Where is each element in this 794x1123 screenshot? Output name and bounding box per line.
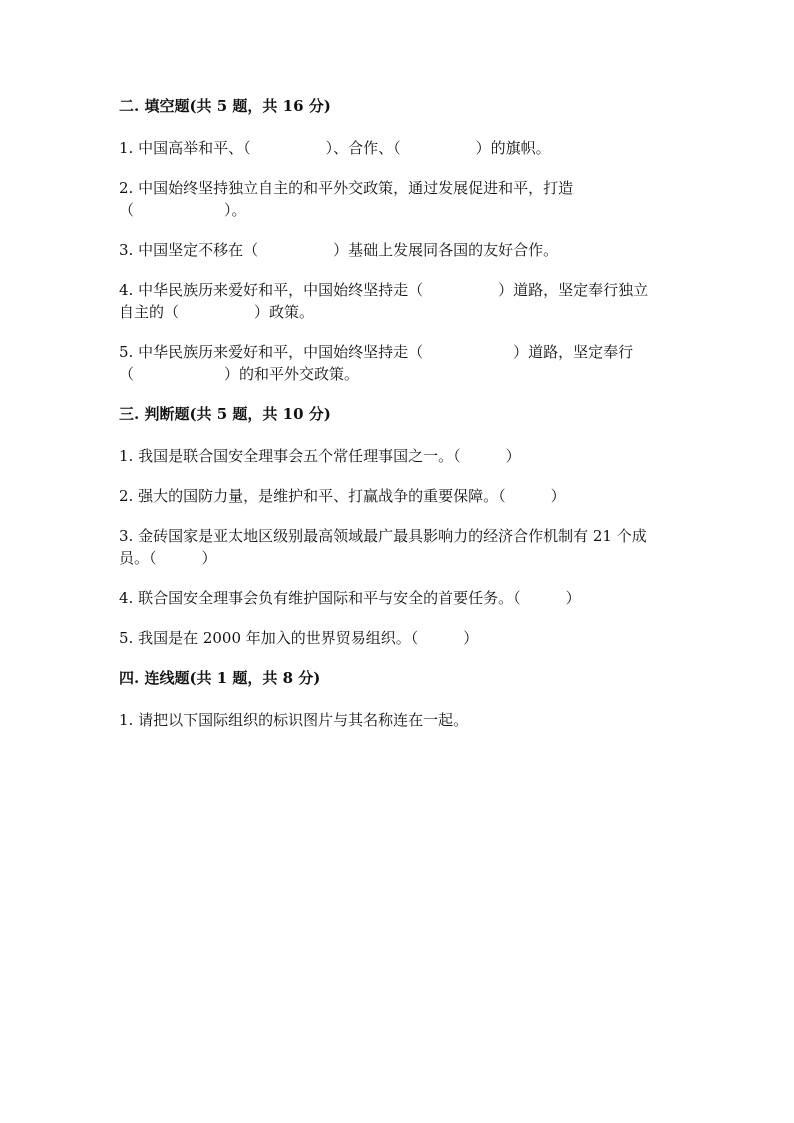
- question-line: 5. 我国是在 2000 年加入的世界贸易组织。（ ）: [119, 629, 479, 647]
- question-line: 5. 中华民族历来爱好和平，中国始终坚持走（ ）道路，坚定奉行: [119, 343, 634, 361]
- judge-question-1: [119, 445, 679, 467]
- judge-question-2: [119, 485, 679, 507]
- fill-question-3: [119, 239, 679, 261]
- fill-question-4: [119, 279, 679, 323]
- section-title-matching: 四. 连线题(共 1 题，共 8 分): [119, 669, 321, 687]
- question-line: 1. 我国是联合国安全理事会五个常任理事国之一。（ ）: [119, 447, 521, 465]
- question-line: 4. 联合国安全理事会负有维护国际和平与安全的首要任务。（ ）: [119, 589, 581, 607]
- question-line: （ ）的和平外交政策。: [119, 365, 360, 383]
- fill-question-5: [119, 341, 679, 385]
- fill-question-2: [119, 177, 679, 221]
- section-title-true-false: 三. 判断题(共 5 题，共 10 分): [119, 405, 331, 423]
- question-line: 3. 中国坚定不移在（ ）基础上发展同各国的友好合作。: [119, 241, 559, 259]
- judge-question-3: [119, 525, 679, 569]
- judge-question-4: [119, 587, 679, 609]
- question-line: 1. 请把以下国际组织的标识图片与其名称连在一起。: [119, 711, 469, 729]
- question-line: 员。（ ）: [119, 549, 217, 567]
- question-line: 1. 中国高举和平、（ ）、合作、（ ）的旗帜。: [119, 139, 551, 157]
- judge-question-5: [119, 627, 679, 649]
- question-line: 自主的（ ）政策。: [119, 303, 315, 321]
- section-title-fill-in: 二. 填空题(共 5 题，共 16 分): [119, 97, 331, 115]
- question-line: 2. 强大的国防力量，是维护和平、打赢战争的重要保障。（ ）: [119, 487, 566, 505]
- question-line: 3. 金砖国家是亚太地区级别最高领域最广最具影响力的经济合作机制有 21 个成: [119, 527, 647, 545]
- question-line: 4. 中华民族历来爱好和平，中国始终坚持走（ ）道路，坚定奉行独立: [119, 281, 649, 299]
- question-line: 2. 中国始终坚持独立自主的和平外交政策，通过发展促进和平，打造: [119, 179, 574, 197]
- fill-question-1: [119, 137, 679, 159]
- matching-question-1: [119, 709, 679, 731]
- document-page: [119, 96, 679, 731]
- question-line: （ ）。: [119, 201, 247, 219]
